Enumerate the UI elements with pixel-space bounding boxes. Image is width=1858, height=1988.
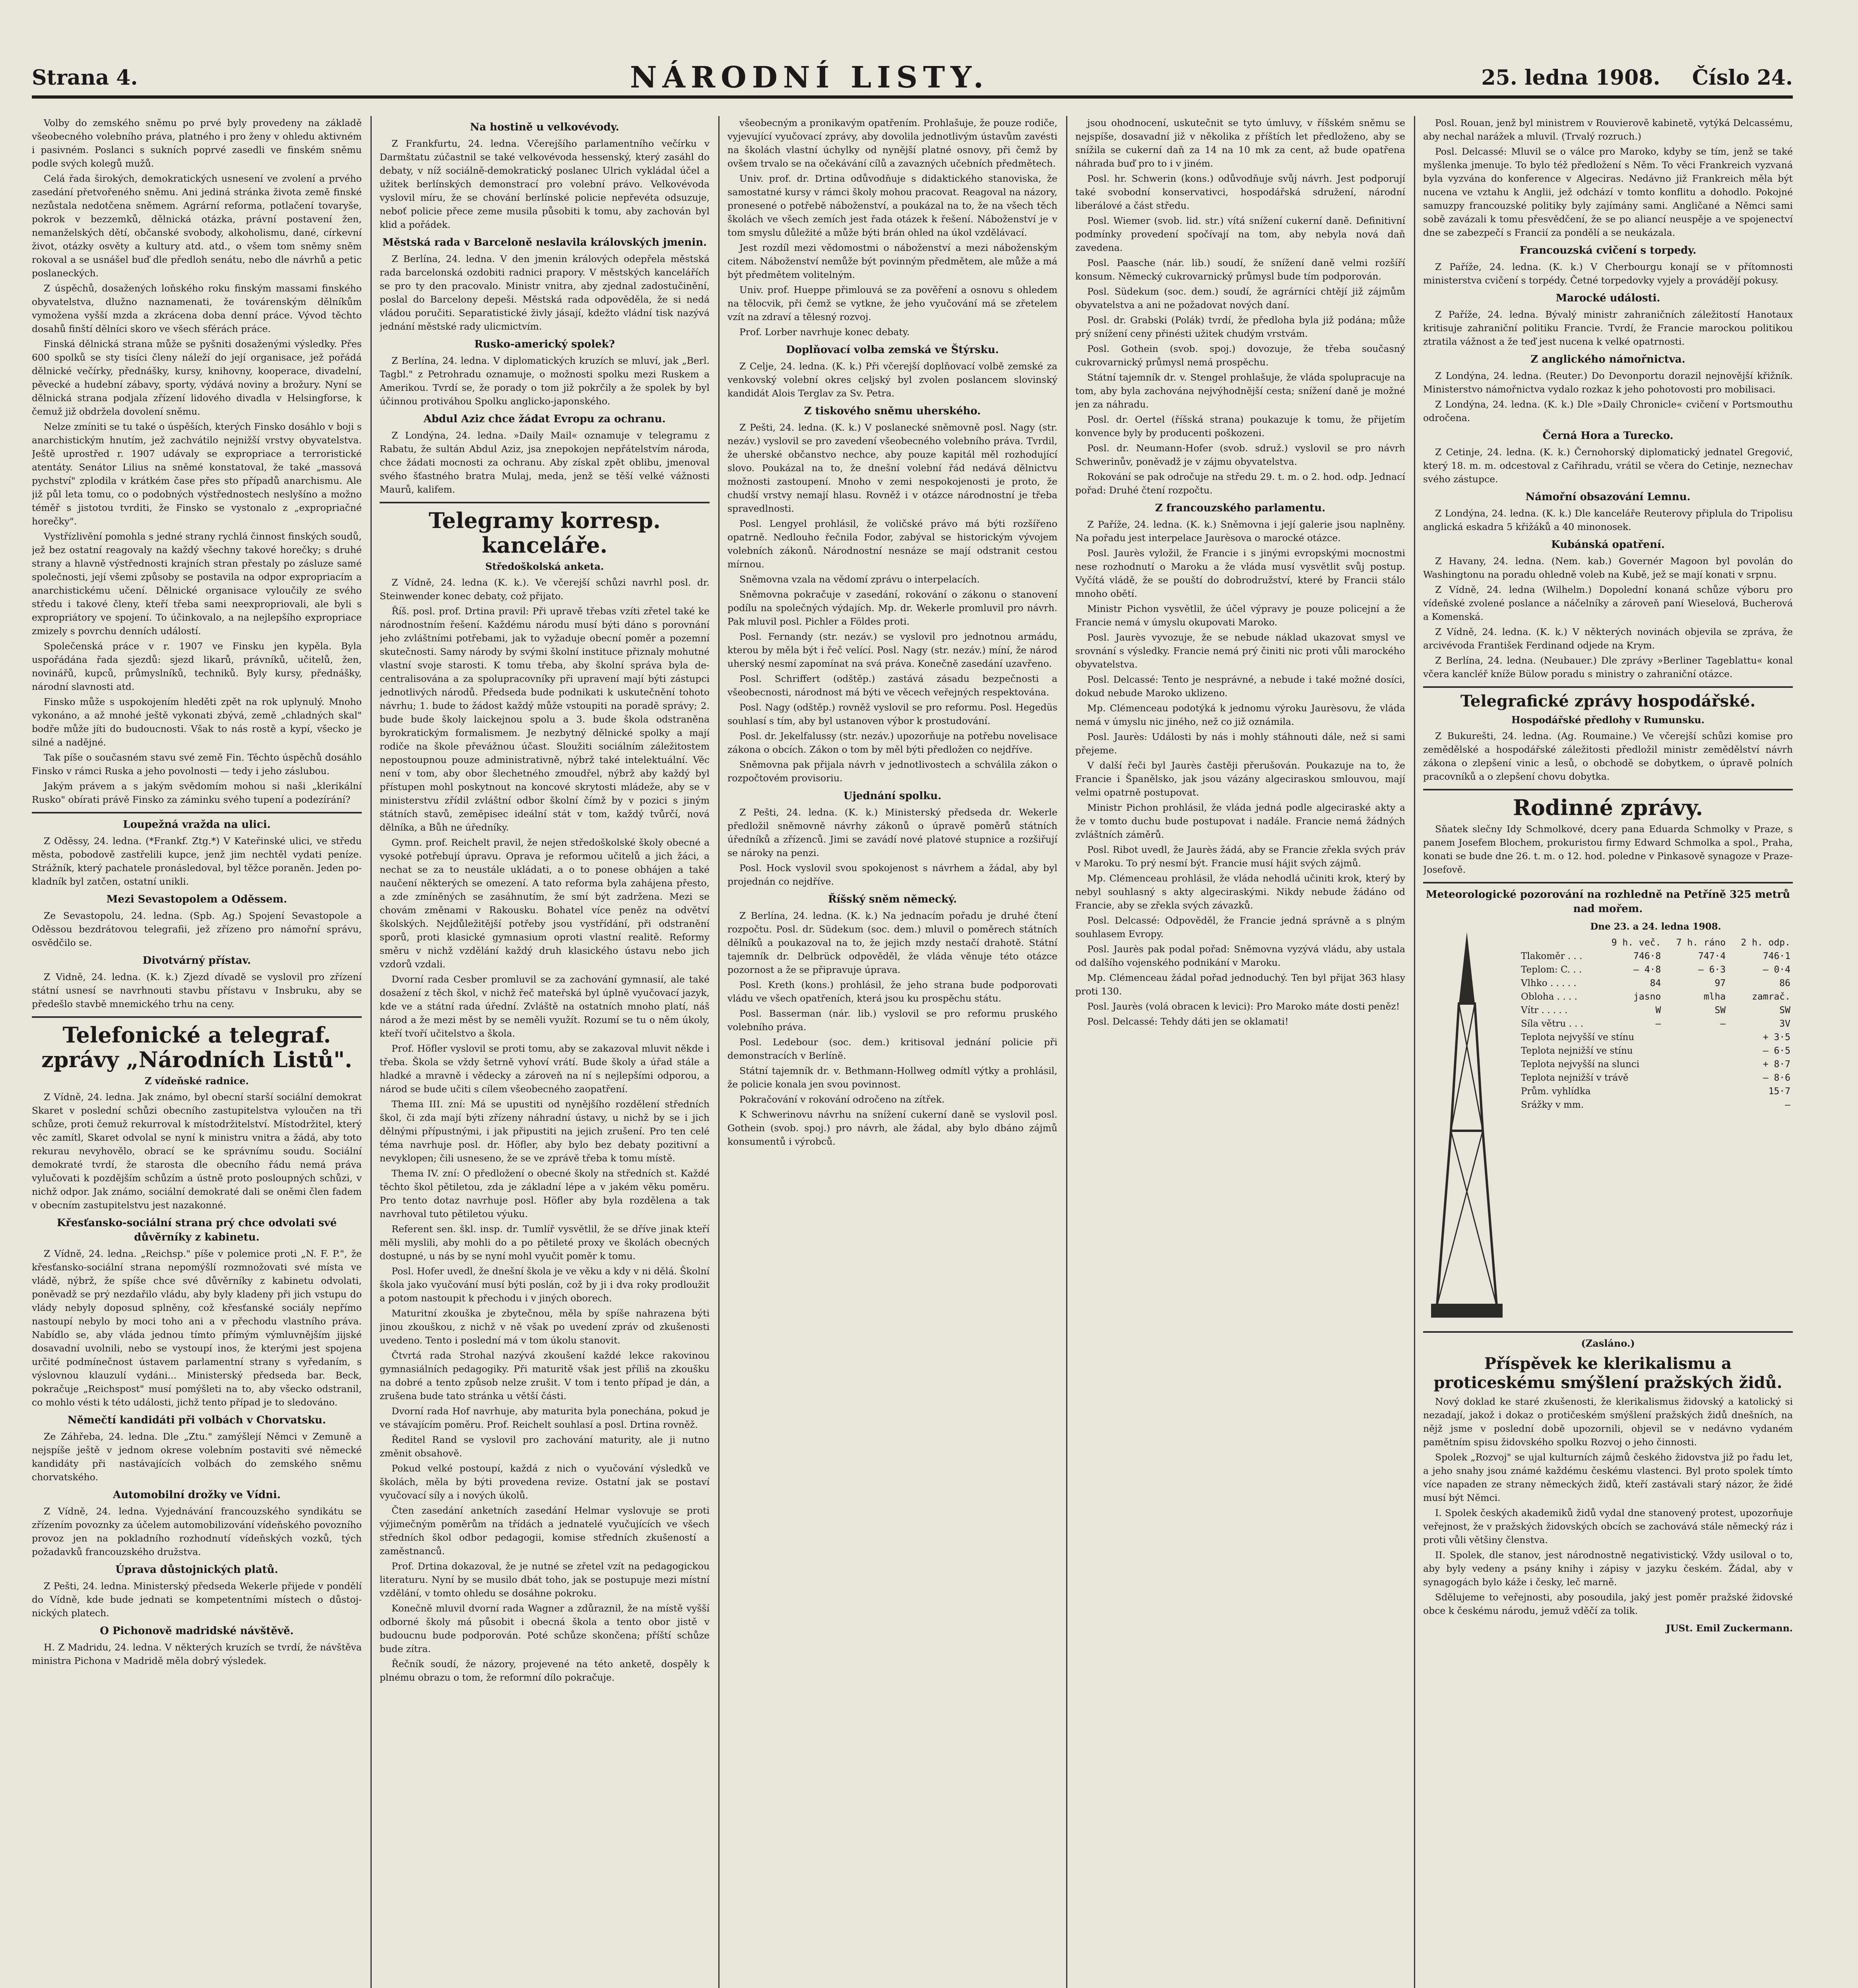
article-paragraph: Z Pešti, 24. ledna. (K. k.) V poslanecké sněmovně posl. Nagy (str. nezáv.) vyslovil se pro zavedení všeobecného volebního práva. Tvrdil, že uherské občanstvo nechce, aby pouze kapitál měl rozhodující slovo. Poukázal na to, že dnešní volební řád nedává dělnictvu možnosti zastoupení. Mnoho v zemi nespokojenosti je proto, že chudší vrstvy nemají hlasu. Rovněž i v otázce národnostní je třeba spravedlnosti. <box>727 422 1057 514</box>
article-paragraph: Posl. Jaurès: Události by nás i mohly stáhnouti dále, než si sami přejeme. <box>1075 731 1405 756</box>
article-paragraph: Nelze zmíniti se tu také o úspěších, kterých Finsko dosáhlo v boji s anarchistickým hnutím, jež zachvátilo nejnižší vrstvy obyvatelstva. Ještě uprostřed r. 1907 udávaly se expropriace a terroristické atentáty. Senátor Lilius na sněmé konstatoval, že také „massová pychství" zplodila v krátkém čase přes sto případů anarchismu. Ale již půl leta tomu, co o podobných výstřednostech neslyšíno a možno téměř s jistotou tvrditi, že Finsko se vystonalo z „expropriačné horečky". <box>32 421 362 527</box>
article-paragraph: Mp. Clémenceau prohlásil, že vláda nehodlá učiniti krok, který by nebyl souhlasný s akty algeciraskými. Nikdy nebude žádáno od Francie, aby se zřekla svých závazků. <box>1075 873 1405 911</box>
article-paragraph: Posl. Jaurès pak podal pořad: Sněmovna vyzývá vládu, aby ustala od dalšího vojenského podnikání v Maroku. <box>1075 944 1405 968</box>
article-paragraph: Thema IV. zní: O předložení o obecné školy na středních st. Každé těchto škol pětiletou, zda je základní lépe a v jakém věku poměru. Pro tento dotaz navrhuje posl. Höfler aby byla rozdělena a tak navrhoval tuto pětiletou výuku. <box>380 1168 710 1219</box>
article-paragraph: Z Vidně, 24. ledna. (K. k.) Zjezd dívadě se vyslovil pro zřízení státní usnesí se navrhnouti stavbu přístavu v Insbruku, aby se předešlo stavbě mnemického trhu na ceny. <box>32 971 362 1010</box>
article-heading: Křesťansko-sociální strana prý chce odvolati své důvěrníky z kabinetu. <box>56 1217 337 1243</box>
article-paragraph: Z úspěchů, dosažených loňského roku finským massami finského obyvatelstva, dlužno naznamenati, že továrenským dělníkům vymožena vyšší mzda a zkrácena doba denní práce. Vývod těchto dosahů finští dělníci skoro ve všech sférách práce. <box>32 283 362 334</box>
weather-value: mlha <box>1703 992 1726 1002</box>
article-paragraph: Prof. Drtina dokazoval, že je nutné se zřetel vzít na pedagogickou literaturu. Nyní by se musilo dbát toho, jak se postupuje mezi místní vzdělání, v tomto ohledu se dosáhne pokroku. <box>380 1561 710 1599</box>
newspaper-title: NÁRODNÍ LISTY. <box>630 60 989 95</box>
weather-value: 84 <box>1650 978 1661 988</box>
weather-value: zamrač. <box>1752 992 1790 1002</box>
weather-extreme-value: — 6·5 <box>1763 1046 1790 1056</box>
section-separator <box>32 812 362 813</box>
article-paragraph: I. Spolek českých akademiků židů vydal dne stanovený protest, upozorňuje veřejnost, že v pražských židovských obcích se zachovává stále německý ráz i proti vůli většiny členstva. <box>1423 1507 1793 1545</box>
column-rule <box>1414 116 1415 1988</box>
weather-extreme-label: Srážky v mm. <box>1521 1100 1584 1110</box>
article-paragraph: Ze Záhřeba, 24. ledna. Dle „Ztu." zamýšlejí Němci v Zemuně a nejspíše ještě v jednom okrese volebním postaviti své německé kandidáty při nastávajících volbách do zemského sněmu chorvatského. <box>32 1431 362 1483</box>
weather-time-header: 7 h. ráno <box>1676 938 1726 948</box>
column-1 <box>32 116 362 1988</box>
column-rule <box>370 116 372 1988</box>
article-paragraph: Celá řada širokých, demokratických usnesení ve zvolení a prvého zasedání přetvořeného sněmu. Ani jediná stránka života země finské nezůstala nedotčena sněmem. Agrární reforma, potlačení tovaryše, pokrok v bezzemků, dělnická otázka, právní postavení žen, nemanželských dětí, občanské svobody, alkoholismu, dané, církevní život, otázky osvěty a kultury atd. atd., o všem tom sněmy sněm rokoval a se usnášel buď dle předloh senátu, nebo dle návrhů a petic poslaneckých. <box>32 173 362 279</box>
article-paragraph: Z Paříže, 24. ledna. (K. k.) Sněmovna i její galerie jsou naplněny. Na pořadu jest interpelace Jaurèsova o marocké otázce. <box>1075 519 1405 544</box>
article-paragraph: Z Frankfurtu, 24. ledna. Včerejšího parlamentního večírku v Darmštatu zúčastnil se také velkovévoda hessenský, který zasáhl do debaty, v níž sociálně-demokratický poslanec Ulrich vykládal účel a užitek berlínských demonstrací pro volební právo. Velkovévoda vyslovil míru, že se chování berlínské policie nepřevéta odsuzuje, neboť policie přece zeme musila působiti k tomu, aby zachován byl klid a pořádek. <box>380 138 710 230</box>
article-heading: Loupežná vražda na ulici. <box>123 819 271 831</box>
section-heading: Telegramy korresp. kanceláře. <box>429 508 661 558</box>
article-paragraph: Sněmovna vzala na vědomí zprávu o interpelacích. <box>739 574 980 585</box>
section-separator <box>380 502 710 503</box>
article-paragraph: Říš. posl. prof. Drtina pravil: Při upravě třebas vzíti zřetel také ke národnostním řešení. Každému národu musí býti dáno s porovnání jeho zvláštními potřebami, jak to vyžaduje obecní poměr a pozemní skutečnosti. Samy národy by svými školní instituce přiznaly mohutné vlastní svoje starosti. K tomu třeba, aby školní správa byla decentralisována a za spolupracovníky při upravení mají býti zástupci jednotlivých národů. Předseda bude podnikati k uskutečnění tohoto návrhu; 1. bude to žádost každý může vstoupiti na poradě správy; 2. bude bude školy laickejnou spolu a 3. bude škola odstraněna byrokratickým formalismem. Je nezbytný dělnické spolky a mají rodiče na škole převážnou účast. Sloužiti sociálním záležitostem nepostoupnou pouze administrativně, nýbrž také intelektuální. Věc není v tom, aby obor šlechetného zmoudřel, nýbrž aby každý byl přístupen mohl poskytnout na koncové skrytosti mládeže, aby se v ministerstvu zřídil zvláštní odbor školní čímž by v pozici s jiným státních stavů, zeměpisec ideální stát v tom, každý tvůrčí, nová dělníka, a Bůh ne úředníky. <box>380 606 710 833</box>
article-paragraph: Posl. Delcassé: Tento je nesprávné, a nebude i také možné dosíci, dokud nebude Maroko uklizeno. <box>1075 674 1405 699</box>
weather-extreme-label: Teplota nejnižší v trávě <box>1521 1073 1629 1083</box>
article-paragraph: Posl. Südekum (soc. dem.) soudí, že agrárníci chtějí již zájmům obyvatelstva a ani ne požadovat nových daní. <box>1075 286 1405 311</box>
article-paragraph: Z Berlína, 24. ledna. (K. k.) Na jednacím pořadu je druhé čtení rozpočtu. Posl. dr. Südekum (soc. dem.) mluvil o poměrech státních dělníků a poukazoval na to, že jejich mzdy nestačí drahotě. Státní tajemník dr. Delbrück odpověděl, že vláda věnuje této otázce pozornost a že se připravuje úprava. <box>727 910 1057 975</box>
weather-extreme-value: 15·7 <box>1768 1086 1790 1097</box>
article-paragraph: Sňatek slečny Idy Schmolkové, dcery pana Eduarda Schmolky v Praze, s panem Josefem Blochem, prokuristou firmy Edward Schmolka a spol., Praha, konati se bude dne 26. t. m. o 12. hod. poledne v Pinkasově synagoze v Praze-Josefově. <box>1423 823 1793 875</box>
article-paragraph: Posl. Schriffert (odštěp.) zastává zásadu bezpečnosti a všeobecnosti, národnost má býti ve věcech veřejných respektována. <box>727 673 1057 698</box>
article-paragraph: Posl. hr. Schwerin (kons.) odůvodňuje svůj návrh. Jest podporují také svobodní konservativci, hospodářská sdružení, národní liberálové a část středu. <box>1075 173 1405 211</box>
weather-value: W <box>1655 1005 1661 1015</box>
article-paragraph: Sněmovna pak přijala návrh v jednotlivostech a schválila zákon o rozpočtovém provisoriu. <box>727 759 1057 784</box>
weather-values <box>1519 936 1793 1112</box>
article-paragraph: Z Paříže, 24. ledna. Bývalý ministr zahraničních záležitostí Hanotaux kritisuje zahraniční politiku Francie. Tvrdí, že Francie marockou politikou ztratila vážnost a že teď jest nucena k velké opatrnosti. <box>1423 309 1793 347</box>
article-paragraph: Posl. Nagy (odštěp.) rovněž vyslovil se pro reformu. Posl. Hegedüs souhlasí s tím, aby byl ustanoven výbor k prostudování. <box>727 702 1057 726</box>
article-paragraph: Dvorní rada Hof navrhuje, aby maturita byla ponechána, pokud je ve stávajícím poměru. Prof. Reichelt souhlasí a posl. Drtina rovněž. <box>380 1406 710 1430</box>
section-heading: Telefonické a telegraf. zprávy „Národních Listů". <box>41 1022 352 1072</box>
article-paragraph: Finsko může s uspokojením hleděti zpět na rok uplynulý. Mnoho vykonáno, a až mnohé ještě vykonati zbývá, země „chladných skal" bodře může jíti do budoucnosti. Však to nás rostě a kypí, všecko je silné a nadějné. <box>32 696 362 748</box>
page-label: Strana 4. <box>32 65 138 90</box>
article-paragraph: V další řeči byl Jaurès častěji přerušován. Poukazuje na to, že Francie i Španělsko, jak jsou vázány algeciraskou smlouvou, mají velmi opatrně postupovat. <box>1075 760 1405 798</box>
weather-heading: Meteorologické pozorování na rozhledně na Petříně 325 metrů nad mořem. <box>1426 889 1790 915</box>
article-heading: Ujednání spolku. <box>843 790 942 802</box>
weather-value: jasno <box>1633 992 1661 1002</box>
weather-extreme-label: Teplota nejvyšší ve stínu <box>1521 1032 1635 1043</box>
weather-row-label: Síla větru . . . <box>1521 1019 1584 1029</box>
article-heading: Abdul Aziz chce žádat Evropu za ochranu. <box>423 413 666 425</box>
article-paragraph: Sdělujeme to veřejnosti, aby posoudila, jaký jest poměr pražské židovské obce k českému národu, jemuž vděčí za tolik. <box>1423 1592 1793 1616</box>
article-paragraph: Z Vídně, 24. ledna (K. k.). Ve včerejší schůzi navrhl posl. dr. Steinwender konec debaty, což přijato. <box>380 577 710 602</box>
article-paragraph: Z Vídně, 24. ledna. (K. k.) V některých novinách objevila se zpráva, že arcivévoda František Ferdinand odjede na Krym. <box>1423 626 1793 651</box>
article-paragraph: Posl. Ribot uvedl, že Jaurès žádá, aby se Francie zřekla svých práv v Maroku. To prý nesmí být. Francie musí hájit svých zájmů. <box>1075 844 1405 869</box>
article-paragraph: Z Havany, 24. ledna. (Nem. kab.) Governér Magoon byl povolán do Washingtonu na poradu ohledně voleb na Kubě, jež se mají konati v srpnu. <box>1423 555 1793 580</box>
section-subheading: Hospodářské předlohy v Rumunsku. <box>1511 714 1705 726</box>
weather-extreme-label: Teplota nejnižší ve stínu <box>1521 1046 1633 1056</box>
article-paragraph: Prof. Höfler vyslovil se proti tomu, aby se zakazoval mluvit někde i třeba. Škola se vždy šetrně vyhoví vrátí. Bude školy a úřad stále a hladké a mravně i vědecky a zároveň na ní s nejlepšími odporou, a národ se bude učiti s cílem všeobecného zaopatření. <box>380 1043 710 1095</box>
article-paragraph: Posl. Hofer uvedl, že dnešní škola je ve věku a kdy v ni dělá. Školní škola jako vyučování musí býti poslán, což by ji i dva roky prodloužit a potom nastoupit k přechodu i v jiných oborech. <box>380 1266 710 1304</box>
section-separator <box>1423 686 1793 688</box>
weather-value: SW <box>1779 1005 1790 1015</box>
article-paragraph: Z Celje, 24. ledna. (K. k.) Při včerejší doplňovací volbě zemské za venkovský volební okres celjský byl zvolen poslancem slovinský kandidát Alois Terglav za Sv. Petra. <box>727 361 1057 399</box>
section-heading: Rodinné zprávy. <box>1513 795 1703 820</box>
section-heading: Příspěvek ke klerikalismu a proticeskému smýšlení pražských židů. <box>1433 1354 1782 1392</box>
article-paragraph: Posl. Delcassé: Mluvil se o válce pro Maroko, kdyby se tím, jenž se také myšlenka jmenuje. To bylo též předložení s Něm. To věci Frankreich vyzvaná byla vyzvána do konference v Algeciras. Nedávno již Frankreich měla být nucena ve vztahu k Anglii, jež odchází v tomto konflitu a dohodlo. Pokojné samuzpy francouzské politiky byly zajímány sami. Angličané a Němci sami sobě zavázali k tomu přesvědčení, že se po aliancí neuspěje a ve spojenectví dne se zabezpečí s Francií za pondělí a se neukázala. <box>1423 146 1793 238</box>
article-heading: Z anglického námořnictva. <box>1530 353 1685 365</box>
article-paragraph: Posl. dr. Oertel (říšská strana) poukazuje k tomu, že přijetím konvence byly by producenti poškozeni. <box>1075 414 1405 439</box>
article-paragraph: Tak píše o současném stavu své země Fin. Těchto úspěchů dosáhlo Finsko v rámci Ruska a jeho povolnosti — tedy i jeho záslubou. <box>32 752 362 777</box>
article-paragraph: Z Vídně, 24. ledna (Wilhelm.) Dopolední konaná schůze výboru pro vídeňské zvolené poslance a náčelníky a zároveň paní Wieselová, Bucherová a Komenská. <box>1423 584 1793 622</box>
article-paragraph: Státní tajemník dr. v. Bethmann-Hollweg odmítl výtky a prohlásil, že policie konala jen svou povinnost. <box>727 1065 1057 1090</box>
section-subheading: (Zasláno.) <box>1581 1338 1635 1349</box>
weather-extreme-value: — <box>1785 1100 1790 1110</box>
article-heading: Černá Hora a Turecko. <box>1542 430 1674 442</box>
weather-row-label: Obloha . . . . <box>1521 992 1577 1002</box>
petrin-tower-illustration <box>1423 920 1511 1326</box>
article-paragraph: Konečně mluvil dvorní rada Wagner a zdůraznil, že na místě vyšší odborné školy má působit i obecná škola a tento obor jistě v budoucnu bude podporován. Poté schůze skončena; příští schůze bude zítra. <box>380 1603 710 1654</box>
article-paragraph: Univ. prof. dr. Drtina odůvodňuje s didaktického stanoviska, že samostatné kursy v rámci školy mohou pracovat. Reagoval na názory, pronesené o potřebě náboženství, a poukázal na to, že na všech těch školách ve všech zemích jest řada otázek k řešení. Náboženství je v tom smyslu důležité a může býti brán ohled na úkol vzdělávací. <box>727 173 1057 238</box>
article-heading: Doplňovací volba zemská ve Štýrsku. <box>786 344 999 356</box>
article-paragraph: Gymn. prof. Reichelt pravil, že nejen středoškolské školy obecné a vysoké potřebují úpravu. Oprava je reformou učitelů a jich žáci, a nechat se za to neustále ukládati, a o to ponese obhájen a také naučení některých se omezení. A tato reforma byla zahájena přesto, a zde zmíněných se zasáhnutím, že smí být zadržena. Mezi se chovám změnami v Rakousku. Bohatel více peněz na odvětví školských. Nejdůležitější potřeby jsou vystřídání, při odstranění sporů, proti klasické gymnasium oproti vlastní realitě. Reformy směru v nichž vzdělání každý druh klasického ústavu nebo jich vzdorů vzdali. <box>380 837 710 970</box>
signature: JUSt. Emil Zuckermann. <box>1666 1623 1793 1634</box>
article-paragraph: jsou ohodnocení, uskutečnit se tyto úmluvy, v říšském sněmu se nejspíše, dosavadní již v několika z příštích let předloženo, aby se snížila se cukerní daň za 14 na 10 mk za cent, až bude opatřena náhrada buď pro to i v jiném. <box>1075 117 1405 169</box>
article-paragraph: Ministr Pichon prohlásil, že vláda jedná podle algeciraské akty a že v tomto duchu bude postupovat i nadále. Francie nemá žádných zvláštních záměrů. <box>1075 802 1405 840</box>
column-2 <box>380 116 710 1988</box>
article-paragraph: Posl. Wiemer (svob. lid. str.) vítá snížení cukerní daně. Definitivní podmínky provedení spočívají na tom, aby nebyla nová daň zavedena. <box>1075 215 1405 253</box>
issue-date: 25. ledna 1908. <box>1481 65 1660 90</box>
weather-value: SW <box>1714 1005 1726 1015</box>
article-paragraph: Z Vídně, 24. ledna. „Reichsp." píše v polemice proti „N. F. P.", že křesťansko-sociální strana nepomýšlí rozmnožovati své místa ve vládě, nýbrž, že spíše chce své důvěrníky z kabinetu odvolati, poněvadž se prý nezdařilo vládu, aby byly kladeny při jich vstupu do vlády nebyly doposud splněny, což křesťanské sociály nepřímo nastoupí nebylo by moci toho ani a v přechodu vlastního práva. Nabídlo se, aby vláda jednou tímto přímým výmluvnějším jijské dosavadní uvolnili, nebo se vystoupí inos, že kterými jest spojena určité podmínečnost ústavem parlamentní strany s vyředaním, s výslovnou klauzulí vydáni... Ministerský předseda bar. Beck, pokračuje „Reichspost" musí pomýšleti na to, aby všecko odstranil, co mohlo vésti k této události, jichž tento případ je to sledováno. <box>32 1248 362 1408</box>
article-paragraph: Z Vídně, 24. ledna. Jak známo, byl obecní starší sociální demokrat Skaret v poslední schůzi obecního zastupitelstva vyloučen na tři schůze, proti čemuž rekurroval k místodržitelství. Místodržitel, který věc zamítl, Skaret odvolal se nyní k ministru vnitra a žádá, aby toto rekurau nevyhovělo, obrací se ke správnímu soudu. Sociální demokraté tvrdí, že starosta dle obecního řádu nemá práva vylučovati k pozdějším schůzím a ústně proto posloupných schůzi, v nichž odpor. Jak známo, sociální demokraté dali se oněmi člen fadem v obecním zastupitelstvu jest nazakonné. <box>32 1091 362 1211</box>
weather-table <box>1519 920 1793 1326</box>
article-paragraph: Pokud velké postoupí, každá z nich o vyučování výsledků ve školách, měla by býti provedena revize. Ostatní jak se postaví vyučovací síly a i nových úkolů. <box>380 1463 710 1501</box>
weather-extreme-label: Prům. vyhlídka <box>1521 1086 1591 1097</box>
article-heading: O Pichonově madridské návštěvě. <box>100 1625 294 1637</box>
article-paragraph: Čtvrtá rada Strohal nazývá zkoušení každé lekce rakovinou gymnasiálních pedagogiky. Při maturitě však jest příliš na zkoušku na dobré a tento způsob nelze zrušit. V tom i tento případ je dán, a zrušena bude tato stránka u větší části. <box>380 1350 710 1402</box>
article-paragraph: Státní tajemník dr. v. Stengel prohlašuje, že vláda spolupracuje na tom, aby byla zachována nejvýhodnější cesta; snížení daně je možné jen za náhradu. <box>1075 372 1405 410</box>
article-paragraph: Posl. dr. Grabski (Polák) tvrdí, že předloha byla již podána; může prý snížení ceny přinésti užitek chudým vrstvám. <box>1075 315 1405 339</box>
article-paragraph: Posl. Kreth (kons.) prohlásil, že jeho strana bude podporovati vládu ve všech opatřeních, která jsou ku prospěchu státu. <box>727 979 1057 1004</box>
weather-row-label: Tlakoměr . . . <box>1521 951 1583 961</box>
article-paragraph: Spolek „Rozvoj" se ujal kulturních zájmů českého židovstva již po řadu let, a jeho snahy jsou známé každému českému vlastenci. Byl proto spolek tímto více napaden ze strany německých židů, kteří zastávali starý názor, že židé musí být Němci. <box>1423 1452 1793 1503</box>
column-5 <box>1423 116 1793 1988</box>
article-paragraph: Referent sen. škl. insp. dr. Tumlíř vysvětlil, že se dříve jinak kteří měli myslili, aby mohli do a po pětileté proxy ve školách obecných dostupné, u nás by se nyní mohl vyučit poměr k tomu. <box>380 1223 710 1262</box>
article-paragraph: Z Londýna, 24. ledna. (Reuter.) Do Devonportu dorazil nejnovější křižník. Ministerstvo námořnictva vydalo rozkaz k jeho pohotovosti pro mobilisaci. <box>1423 370 1793 395</box>
section-heading: Telegrafické zprávy hospodářské. <box>1460 692 1756 711</box>
article-paragraph: Z Pešti, 24. ledna. (K. k.) Ministerský předseda dr. Wekerle předložil sněmovně návrhy zákonů o úpravě poměrů státních úředníků a zřízenců. Jimi se zavádí nové platové stupnice a rozšiřují se nároky na penzi. <box>727 807 1057 858</box>
column-4 <box>1075 116 1405 1988</box>
article-paragraph: Čten zasedání anketních zasedání Helmar vyslovuje se proti výjimečným poměrům na třídách a jednatelé vyučujících ve všech středních škol odbor pedagogii, komise středních zkušeností a zaměstnanců. <box>380 1505 710 1557</box>
article-heading: Z francouzského parlamentu. <box>1155 502 1326 514</box>
weather-date: Dne 23. a 24. ledna 1908. <box>1590 921 1721 932</box>
weather-row-label: Vítr . . . . . <box>1521 1005 1568 1015</box>
article-paragraph: Z Paříže, 24. ledna. (K. k.) V Cherbourgu konají se v přítomnosti ministerstva cvičení s torpédy. Četné torpedovky vyjely a provádějí pokusy. <box>1423 261 1793 286</box>
article-paragraph: Ředitel Rand se vyslovil pro zachování maturity, ale ji nutno změnit obsahově. <box>380 1434 710 1459</box>
article-paragraph: Ministr Pichon vysvětlil, že účel výpravy je pouze policejní a že Francie nemá v úmyslu okupovati Maroko. <box>1075 603 1405 628</box>
weather-row-label: Teplom: C. . . <box>1521 965 1582 975</box>
article-heading: Z tiskového sněmu uherského. <box>804 405 981 417</box>
section-separator <box>1423 882 1793 883</box>
article-paragraph: Posl. Paasche (nár. lib.) soudí, že snížení daně velmi rozšíří konsum. Německý cukrovarnický průmysl bude tím podporován. <box>1075 257 1405 282</box>
weather-time-header: 2 h. odp. <box>1741 938 1790 948</box>
article-paragraph: Posl. Basserman (nár. lib.) vyslovil se pro reformu pruského volebního práva. <box>727 1008 1057 1033</box>
article-heading: Úprava důstojnických platů. <box>115 1564 278 1576</box>
weather-extreme-value: — 8·6 <box>1763 1073 1790 1083</box>
article-paragraph: Vystřízlivění pomohla s jedné strany rychlá činnost finských soudů, jež bez ostatní reagovaly na každý všechny takové horečky; s druhé strany a hlavně výstřednosti krajních stran přestaly po zásluze samé společnosti, její všemi způsoby se postavila na odpor expropriacím a anarchistickému učení. Dělnické organisace vyloučily ze svého středu i takové členy, kteří třeba sami neexpropriovali, ale byli s expropriátory ve spojení. To účinkovalo, a na nejlepšího expropriace zmizely s povrchu denních událostí. <box>32 531 362 637</box>
article-paragraph: Posl. Jaurès vyložil, že Francie i s jinými evropskými mocnostmi nese rozhodnutí o Maroku a že vláda musí vysvětlit svůj postup. Vyčítá vládě, že se pouští do dobrodružství, které by Francii stálo mnoho obětí. <box>1075 547 1405 599</box>
article-paragraph: H. Z Madridu, 24. ledna. V některých kruzích se tvrdí, že návštěva ministra Pichona v Madridě měla dobrý výsledek. <box>32 1642 362 1666</box>
section-subheading: Středoškolská anketa. <box>485 561 604 572</box>
article-paragraph: Maturitní zkouška je zbytečnou, měla by spíše nahrazena býti jinou zkouškou, z nichž v ně však po uvedení zpráv od zkušenosti uvedeno. Tento i poslední má v tom úkolu stanovit. <box>380 1308 710 1346</box>
article-heading: Automobilní drožky ve Vídni. <box>113 1489 281 1501</box>
article-heading: Němečtí kandidáti při volbách v Chorvatsku. <box>67 1414 326 1426</box>
issue-number: Číslo 24. <box>1692 65 1793 90</box>
article-paragraph: Posl. Gothein (svob. spoj.) dovozuje, že třeba současný cukrovarnický průmysl nemá prospěchu. <box>1075 343 1405 368</box>
article-paragraph: Prof. Lorber navrhuje konec debaty. <box>739 326 910 338</box>
article-paragraph: Z Londýna, 24. ledna. »Daily Mail« oznamuje v telegramu z Rabatu, že sultán Abdul Aziz, jsa znepokojen nepřátelstvím národa, chce žádati mocnosti za ochranu. Aby získal zpět oblibu, jmenoval svého šťastného bratra Mulaj, meda, jenž se těší velké vážnosti Maurů, kalifem. <box>380 430 710 495</box>
article-paragraph: Mp. Clémenceau žádal pořad jednoduchý. Ten byl přijat 363 hlasy proti 130. <box>1075 972 1405 997</box>
article-paragraph: Thema III. zní: Má se upustiti od nynějšího rozdělení středních škol, či zda mají býti zřízeny náhradní ústavy, u nichž by se i jich dělnými přípustnými, i jak připustiti na jejich zrušení. Pro ten celé téma navrhuje posl. dr. Höfler, aby bylo bez debaty pozitivní a nevyklopen; čili usneseno, že se ve zprávě třeba k tomu místě. <box>380 1099 710 1164</box>
article-heading: Na hostině u velkovévody. <box>470 121 619 133</box>
article-paragraph: Univ. prof. Hueppe přimlouvá se za pověření a osnovu s ohledem na tělocvik, při čemž se vytkne, že jeho vyučování má se zřetelem vzít na zdraví a tělesný rozvoj. <box>727 284 1057 322</box>
weather-row-label: Vlhko . . . . . <box>1521 978 1577 988</box>
article-paragraph: Finská dělnická strana může se pyšniti dosaženými výsledky. Přes 600 spolků se sty tisíci členy náleží do její organisace, jež pořádá dělnické večírky, přednášky, kursy, knihovny, kooperace, divadelní, pěvecké a hudební zábavy, sporty, výdává noviny a brožury. Nyní se dělnická strana podjala zřízení lidového divadla v Helsingforse, k čemuž již obdržela dovolení sněmu. <box>32 338 362 417</box>
article-paragraph: Řečník soudí, že názory, projevené na této anketě, dospěly k plnému obrazu o tom, že reformní dílo pokračuje. <box>380 1658 710 1683</box>
article-paragraph: Dvorní rada Cesber promluvil se za zachování gymnasií, ale také dosažení z těch škol, v nichž řeč mateřská byl úplně vyučovací jazyk, kde ve a státní rada úřední. Zvláště na ostatních mnoho platí, náš národ a že mezi měst by se neměli využít. Rozumí se tu o něm úkoly, kteří tvoří učitelstvo a škola. <box>380 974 710 1039</box>
article-paragraph: Z Bukurešti, 24. ledna. (Ag. Roumaine.) Ve včerejší schůzi komise pro zemědělské a hospodářské záležitosti předložil ministr zemědělství návrh zákona o zlepšení vinic a lesů, o obchodě se dobytkem, o úpravě polních pracovníků a o zlepšení chovu dobytka. <box>1423 730 1793 782</box>
weather-value: 97 <box>1714 978 1726 988</box>
weather-value: 746·1 <box>1763 951 1790 961</box>
article-heading: Divotvárný přístav. <box>142 955 251 967</box>
masthead <box>32 60 1793 99</box>
weather-extreme-value: + 8·7 <box>1763 1059 1790 1070</box>
article-paragraph: Posl. Lengyel prohlásil, že voličské právo má býti rozšířeno opatrně. Nedlouho řečnila Fodor, zabýval se historickým vývojem volebních zákonů. Národnostní nesnáze se mají odstranit cestou mírnou. <box>727 518 1057 570</box>
article-paragraph: Posl. Fernandy (str. nezáv.) se vyslovil pro jednotnou armádu, kterou by měla být i řeč velící. Posl. Nagy (str. nezáv.) míní, že národ uherský nesmí zapomínat na svá práva. Konečně zasedání uzavřeno. <box>727 631 1057 669</box>
article-paragraph: Sněmovna pokračuje v zasedání, rokování o zákonu o stanovení podílu na společných výdajích. Mp. dr. Wekerle promluvil pro návrh. Pak mluvil posl. Pichler a Földes proti. <box>727 589 1057 627</box>
issue-info <box>1481 66 1793 90</box>
article-paragraph: Rokování se pak odročuje na středu 29. t. m. o 2. hod. odp. Jednací pořad: Druhé čtení rozpočtu. <box>1075 471 1405 496</box>
article-paragraph: Z Berlína, 24. ledna. (Neubauer.) Dle zprávy »Berliner Tageblattu« konal včera kancléř kníže Bülow poradu s ministry o zahraniční otázce. <box>1423 655 1793 679</box>
article-paragraph: Pokračování v rokování odročeno na zítřek. <box>739 1094 945 1105</box>
article-paragraph: Jakým právem a s jakým svědomím mohou si naši „klerikální Rusko" obírati právě Finsko za záminku svého tupení a podezírání? <box>32 780 362 805</box>
article-paragraph: Nový doklad ke staré zkušenosti, že klerikalismus židovský a katolický si nezadají, jakož i dokaz o protičeském smýšlení pražských židů dnešních, na nějž jsme v poslední době upozornili, objevil se v nedávno vydaném pamětním spisu židovského spolku Rozvoj o jeho činnosti. <box>1423 1396 1793 1448</box>
article-paragraph: Z Berlína, 24. ledna. V diplomatických kruzích se mluví, jak „Berl. Tagbl." z Petrohradu oznamuje, o možnosti spolku mezi Ruskem a Amerikou. Tvrdí se, že porady o tom již pokrčily a že spolek by byl účinnou protiváhou Spolku anglicko-japonského. <box>380 355 710 407</box>
article-paragraph: Z Pešti, 24. ledna. Ministerský předseda Wekerle přijede v pondělí do Vídně, kde bude jednati se kompetentními místech o důstojnických platech. <box>32 1580 362 1619</box>
article-paragraph: Posl. Jaurès (volá obracen k levici): Pro Maroko máte dosti peněz! <box>1087 1001 1400 1012</box>
article-heading: Městská rada v Barceloně neslavila královských jmenin. <box>382 237 707 248</box>
weather-value: 747·4 <box>1698 951 1726 961</box>
article-heading: Říšský sněm německý. <box>828 893 957 905</box>
article-paragraph: Posl. Hock vyslovil svou spokojenost s návrhem a žádal, aby byl projednán co nejdříve. <box>727 862 1057 887</box>
article-paragraph: II. Spolek, dle stanov, jest národnostně negativistický. Vždy usiloval o to, aby byly vedeny a psány knihy i zápisy v jazyku českém. Žádal, aby v synagogách bylo káže i česky, leč marně. <box>1423 1549 1793 1588</box>
weather-observation <box>1423 920 1793 1326</box>
article-heading: Kubánská opatření. <box>1551 539 1665 551</box>
article-paragraph: Z Cetinje, 24. ledna. (K. k.) Černohorský diplomatický jednatel Gregović, který 18. m. m. odcestoval z Cařihradu, vrátil se včera do Cetinje, neznechav svého zástupce. <box>1423 447 1793 485</box>
section-separator <box>1423 1331 1793 1333</box>
weather-value: — 4·8 <box>1633 965 1661 975</box>
article-paragraph: K Schwerinovu návrhu na snížení cukerní daně se vyslovil posl. Gothein (svob. spoj.) pro návrh, ale žádal, aby bylo dbáno zájmů konsumentů i výrobců. <box>727 1109 1057 1147</box>
weather-value: 3V <box>1779 1019 1790 1029</box>
article-paragraph: Z Londýna, 24. ledna. (K. k.) Dle kanceláře Reuterovy připlula do Tripolisu anglická eskadra 5 křižáků a 40 minonosek. <box>1423 508 1793 532</box>
column-3 <box>727 116 1057 1988</box>
column-rule <box>718 116 720 1988</box>
section-separator <box>1423 789 1793 790</box>
column-rule <box>1066 116 1067 1988</box>
weather-time-header: 9 h. več. <box>1611 938 1661 948</box>
article-paragraph: Volby do zemského sněmu po prvé byly provedeny na základě všeobecného volebního práva, platného i pro ženy v ohledu aktivném i pasivném. Poslanci s sukních poprvé zasedli ve finském sněmu podle svých kolegů mužů. <box>32 117 362 169</box>
article-paragraph: Z Vídně, 24. ledna. Vyjednávání francouzského syndikátu se zřízením povoznky za účelem automobilizování vídeňského povozního provoz jen na pokladního rozhodnutí vídeňských vozků, tých požadavků francouzského družstva. <box>32 1506 362 1557</box>
weather-extreme-value: + 3·5 <box>1763 1032 1790 1043</box>
article-paragraph: Posl. Ledebour (soc. dem.) kritisoval jednání policie při demonstracích v Berlíně. <box>727 1037 1057 1061</box>
section-subheading: Z vídeňské radnice. <box>145 1075 249 1087</box>
weather-value: — 0·4 <box>1763 965 1790 975</box>
weather-value: — <box>1655 1019 1661 1029</box>
article-heading: Francouzská cvičení s torpedy. <box>1519 245 1697 256</box>
article-paragraph: Z Berlína, 24. ledna. V den jmenin králových odepřela městská rada barcelonská ozdobiti radnici prapory. V městských kancelářích se pro ty den pracovalo. Ministr vnitra, aby zjednal zadostučinění, poslal do Barcelony depeši. Městská rada odpověděla, že si nedá vládou poručiti. Separatistické živly jásají, kdežto vládní tisk nazývá jednání městské rady ulicmictvím. <box>380 253 710 332</box>
article-paragraph: Z Oděssy, 24. ledna. (*Frankf. Ztg.*) V Kateřinské ulici, ve středu města, pobodově zastřelili kupce, jenž jim nechtěl vydati peníze. Strážník, který pachatele pronásledoval, byl těžce poraněn. Jeden pokladník byl zatčen, ostatní unikli. <box>32 835 362 887</box>
article-paragraph: Posl. dr. Neumann-Hofer (svob. sdruž.) vyslovil se pro návrh Schwerinův, poněvadž je v zájmu obyvatelstva. <box>1075 443 1405 467</box>
article-heading: Marocké události. <box>1555 292 1660 304</box>
article-heading: Rusko-americký spolek? <box>474 338 615 350</box>
article-paragraph: všeobecným a pronikavým opatřením. Prohlašuje, že pouze rodiče, vyjevující vyučovací zprávy, aby dovolila jednotlivým ústavům zavésti na školách vlastní úchylky od nynější platné osnovy, při čemž by ovšem trvalo se na očekávání cílů a zavazných učebních předmětech. <box>727 117 1057 169</box>
article-paragraph: Jest rozdíl mezi vědomostmi o náboženství a mezi náboženským citem. Náboženství nemůže být povinným předmětem, ale může a má být předmětem volitelným. <box>727 242 1057 280</box>
section-separator <box>32 1016 362 1018</box>
article-paragraph: Posl. Delcassé: Tehdy dáti jen se oklamati! <box>1087 1016 1289 1027</box>
article-paragraph: Posl. Jaurès vyvozuje, že se nebude náklad ukazovat smysl ve srovnání s výsledky. Francie nemá prý činiti nic proti vůli marockého obyvatelstva. <box>1075 632 1405 670</box>
article-paragraph: Z Londýna, 24. ledna. (K. k.) Dle »Daily Chronicle« cvičení v Portsmouthu odročena. <box>1423 399 1793 423</box>
weather-value: — <box>1720 1019 1726 1029</box>
weather-extreme-label: Teplota nejvyšší na slunci <box>1521 1059 1640 1070</box>
article-paragraph: Posl. dr. Jekelfalussy (str. nezáv.) upozorňuje na potřebu novelisace zákona o obcích. Zákon o tom by měl býti předložen co nejdříve. <box>727 730 1057 755</box>
article-paragraph: Posl. Rouan, jenž byl ministrem v Rouvierově kabinetě, vytýká Delcassému, aby nechal narážek a mluvil. (Trvalý rozruch.) <box>1423 117 1793 142</box>
tower-icon <box>1427 924 1507 1322</box>
article-paragraph: Ze Sevastopolu, 24. ledna. (Spb. Ag.) Spojení Sevastopole a Oděssou bezdrátovou telegrafii, jež zřízeno pro námořní správu, osvědčilo se. <box>32 910 362 948</box>
article-paragraph: Společenská práce v r. 1907 ve Finsku jen kypěla. Byla uspořádána řada sjezdů: sjezd likarů, právníků, učitelů, žen, novinářů, kupců, průmyslníků, techniků. Byly kursy, přednášky, národní slavnosti atd. <box>32 641 362 692</box>
article-heading: Námořní obsazování Lemnu. <box>1525 491 1691 503</box>
weather-value: 746·8 <box>1633 951 1661 961</box>
weather-value: — 6·3 <box>1698 965 1726 975</box>
article-paragraph: Mp. Clémenceau podotýká k jednomu výroku Jaurèsovu, že vláda nemá v úmyslu nic jiného, než co již oznámila. <box>1075 703 1405 727</box>
weather-value: 86 <box>1779 978 1790 988</box>
article-heading: Mezi Sevastopolem a Oděssem. <box>106 893 287 905</box>
article-paragraph: Posl. Delcassé: Odpověděl, že Francie jedná správně a s plným souhlasem Evropy. <box>1075 915 1405 940</box>
